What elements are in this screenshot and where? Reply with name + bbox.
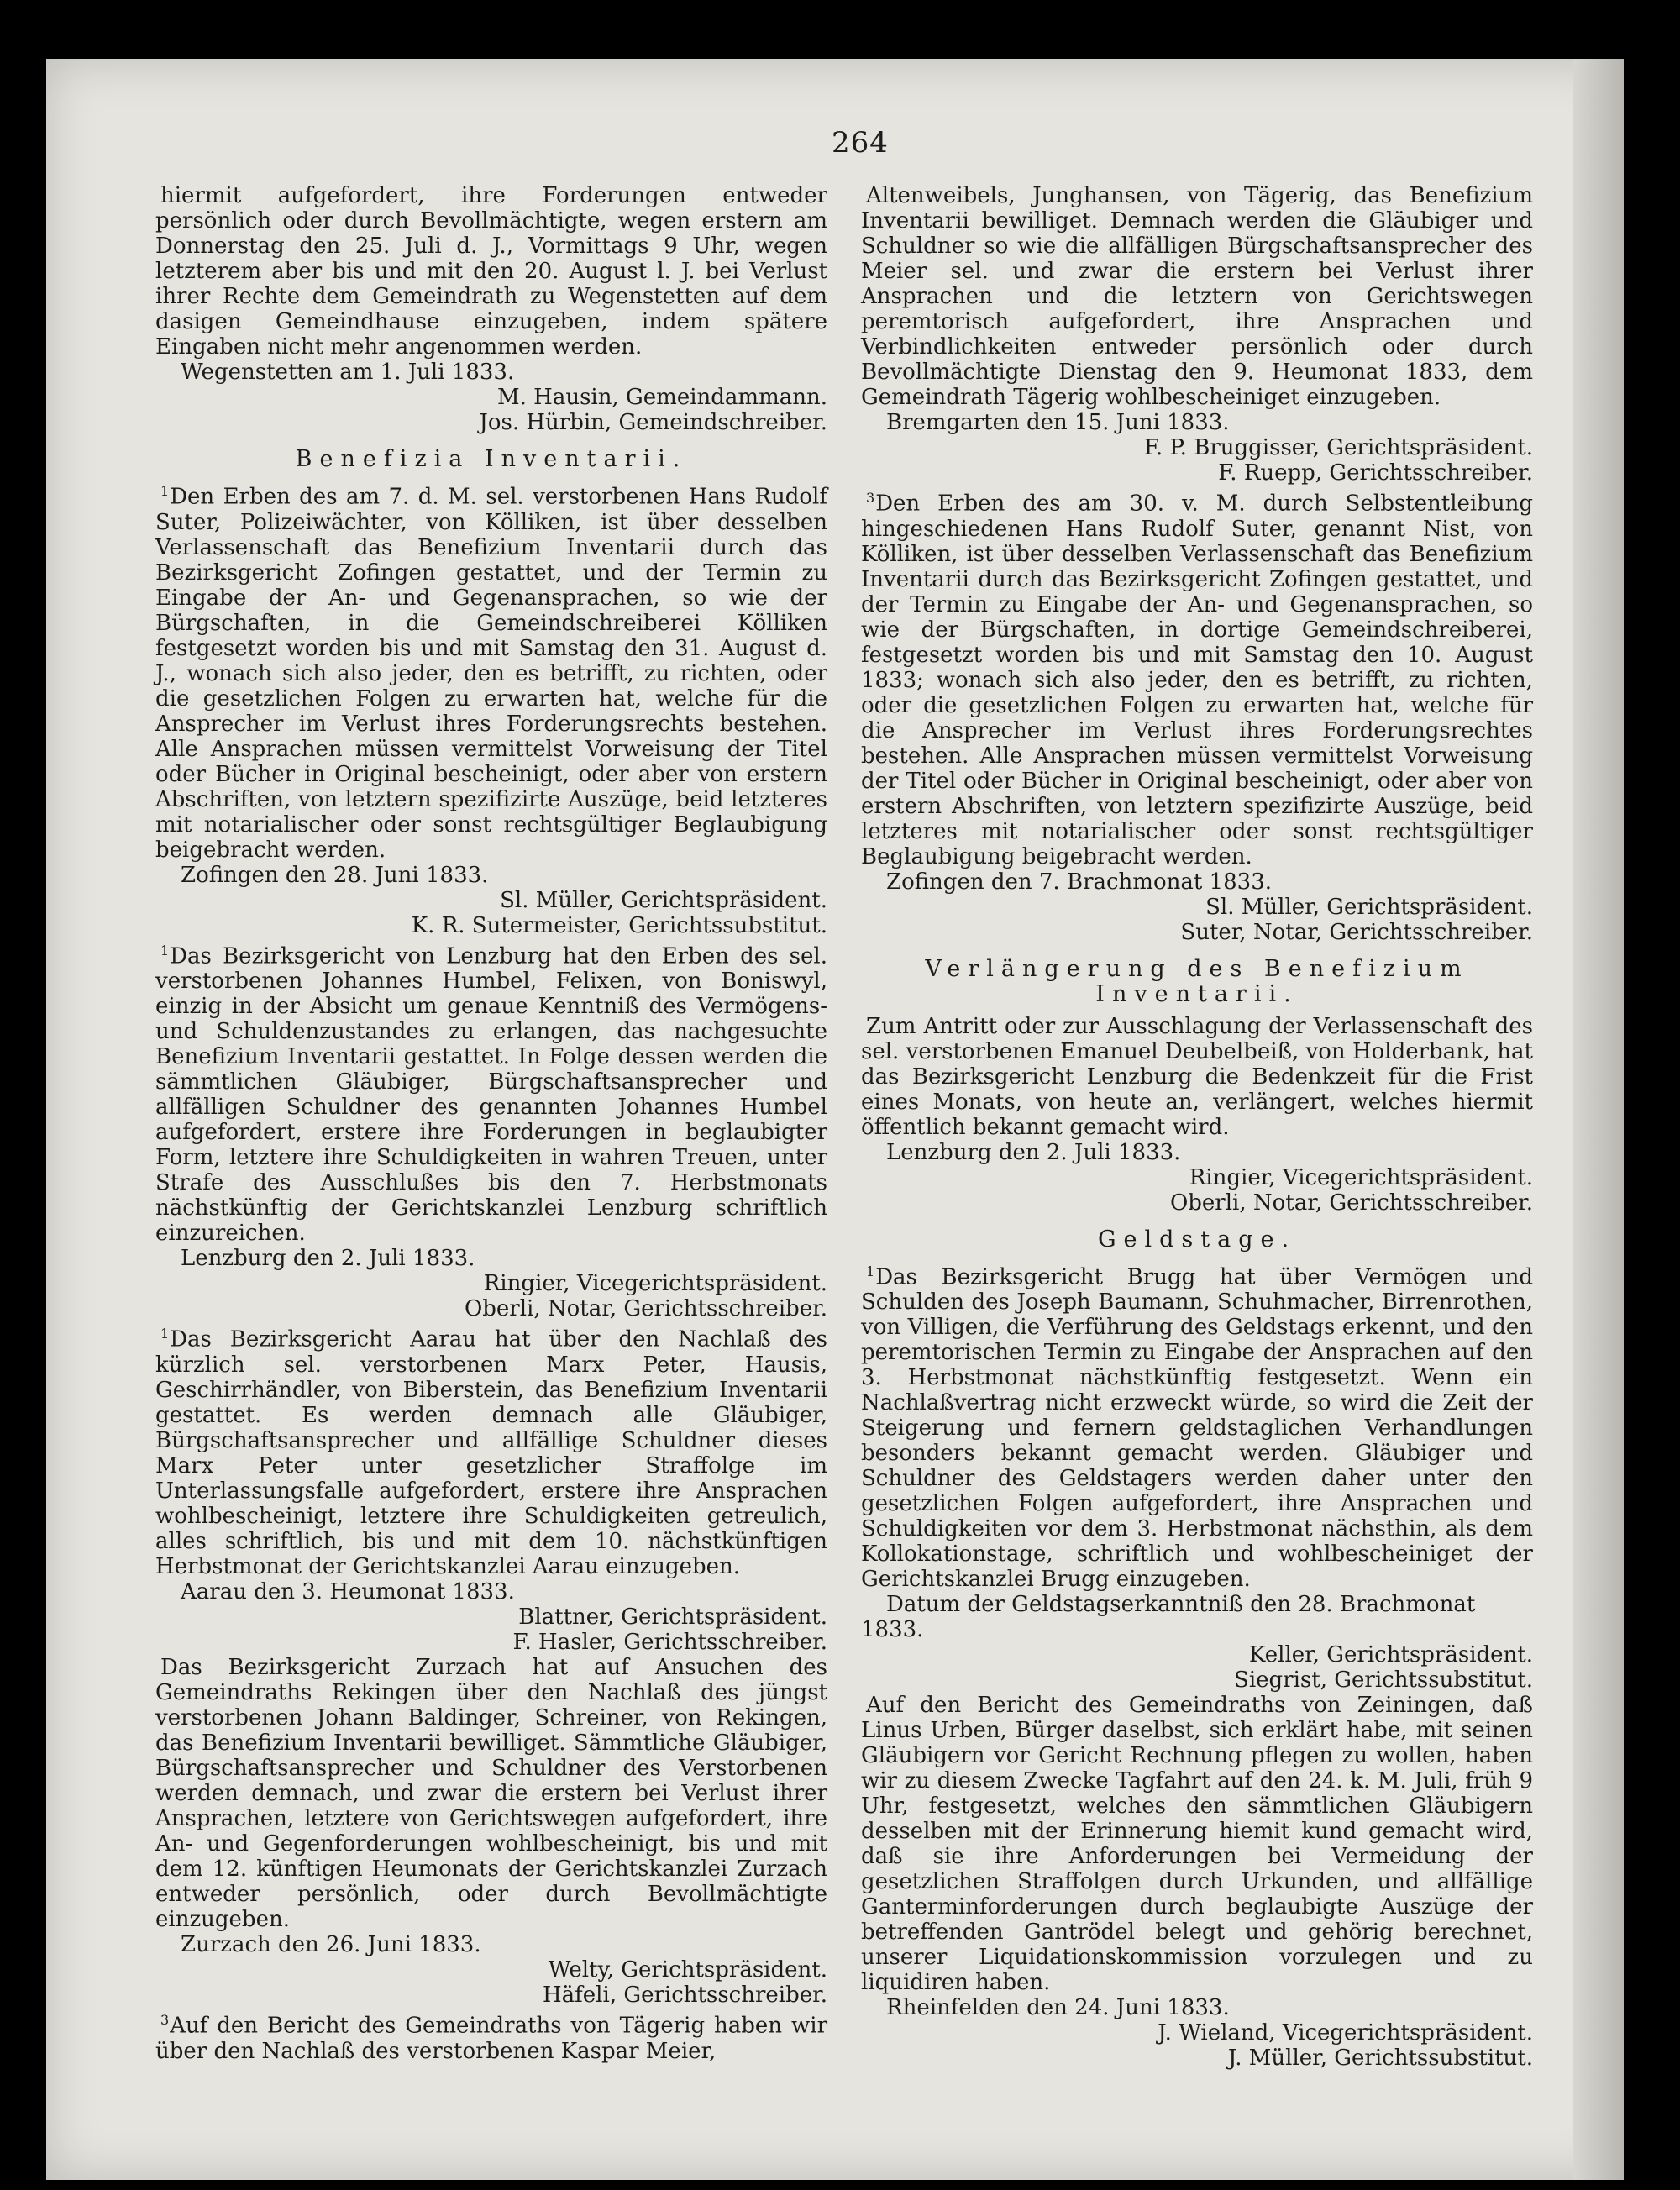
notice-paragraph — [155, 1655, 827, 1932]
date-line — [155, 360, 827, 385]
notice-paragraph — [861, 1014, 1533, 1140]
text: Blattner, Gerichtspräsident. — [518, 1604, 827, 1630]
text: Auf den Bericht des Gemeindraths von Zeiningen, daß Linus Urben, Bürger daselbst, sich erklärt habe, mit seinen Gläubigern vor Gericht Rechnung pflegen zu wollen, haben wir zu diesem Zwecke Tagfahrt auf den 24. k. M. Juli, früh 9 Uhr, festgesetzt, welches den sämmtlichen Gläubigern desselben mit der Erinnerung hiemit kund gemacht wird, daß sie ihre Anforderungen bei Vermeidung der gesetzlichen Straffolgen durch Urkunden, und allfällige Ganterminforderungen durch beglaubigte Auszüge der betreffenden Gantrödel belegt und gehörig berechnet, unserer Liquidationskommission vorzulegen und zu liquidiren haben. — [861, 1693, 1533, 1996]
section-heading — [861, 1227, 1533, 1253]
text: Das Bezirksgericht von Lenzburg hat den Erben des sel. verstorbenen Johannes Humbel, Felixen, von Boniswyl, einzig in der Absicht um genaue Kenntniß des Vermögens- und Schuldenzustandes zu erlangen, das nachgesuchte Benefizium Inventarii gestattet. In Folge dessen werden die sämmtlichen Gläubiger, Bürgschaftsansprecher und allfälligen Schuldner des genannten Johannes Humbel aufgefordert, erstere ihre Forderungen in beglaubigter Form, letztere ihre Schuldigkeiten in wahren Treuen, unter Strafe des Ausschlußes bis den 7. Herbstmonats nächstkünftig der Gerichtskanzlei Lenzburg schriftlich einzureichen. — [155, 943, 827, 1247]
signature-line — [155, 1630, 827, 1655]
notice-paragraph — [861, 183, 1533, 410]
notice-marker: 1 — [160, 1326, 170, 1342]
date-line — [861, 1592, 1533, 1642]
notice-paragraph — [155, 183, 827, 360]
text: hiermit aufgefordert, ihre Forderungen entweder persönlich oder durch Bevollmächtigte, wegen erstern am Donnerstag den 25. Juli d. J., Vormittags 9 Uhr, wegen letzterem aber bis und mit den 20. August l. J. bei Verlust ihrer Rechte dem Gemeindrath zu Wegenstetten auf dem dasigen Gemeindhause einzugeben, indem spätere Eingaben nicht mehr angenommen werden. — [155, 183, 827, 360]
notice-marker: 1 — [160, 483, 170, 499]
signature-line — [155, 410, 827, 435]
notice-paragraph — [155, 479, 827, 863]
text: K. R. Sutermeister, Gerichtssubstitut. — [411, 912, 827, 938]
notice-marker: 3 — [866, 490, 875, 506]
text: Keller, Gerichtspräsident. — [1249, 1642, 1533, 1668]
signature-line — [155, 1271, 827, 1296]
text: Lenzburg den 2. Juli 1833. — [181, 1246, 475, 1272]
left-column — [155, 183, 827, 2064]
text: Oberli, Notar, Gerichtsschreiber. — [464, 1296, 827, 1322]
text: Rheinfelden den 24. Juni 1833. — [886, 1995, 1230, 2021]
notice-paragraph — [155, 1321, 827, 1579]
text: Ringier, Vicegerichtspräsident. — [1189, 1164, 1533, 1190]
date-line — [155, 1579, 827, 1604]
text: Wegenstetten am 1. Juli 1833. — [181, 360, 515, 385]
signature-line — [155, 385, 827, 410]
notice-marker: 1 — [160, 942, 170, 958]
signature-line — [861, 895, 1533, 920]
page-number: 264 — [832, 126, 889, 160]
text: Geldstage. — [1097, 1226, 1297, 1253]
text: J. Wieland, Vicegerichtspräsident. — [1158, 2020, 1533, 2046]
text: Häfeli, Gerichtsschreiber. — [543, 1982, 827, 2008]
text: Welty, Gerichtspräsident. — [548, 1956, 827, 1983]
text: Suter, Notar, Gerichtsschreiber. — [1180, 919, 1533, 945]
signature-line — [861, 2046, 1533, 2071]
signature-line — [155, 1983, 827, 2008]
text: Zurzach den 26. Juni 1833. — [181, 1931, 481, 1957]
date-line — [861, 1140, 1533, 1165]
notice-marker: 3 — [160, 2011, 170, 2028]
text: Jos. Hürbin, Gemeindschreiber. — [479, 410, 827, 435]
text: Sl. Müller, Gerichtspräsident. — [500, 887, 827, 913]
text: Das Bezirksgericht Zurzach hat auf Ansuchen des Gemeindraths Rekingen über den Nachlaß des jüngst verstorbenen Johann Baldinger, Schreiner, von Rekingen, das Benefizium Inventarii bewilliget. Sämmtliche Gläubiger, Bürgschaftsansprecher und Schuldner des Verstorbenen werden demnach, und zwar die erstern bei Verlust ihrer Ansprachen, letztere von Gerichtswegen aufgefordert, ihre An- und Gegenforderungen wohlbescheinigt, bis und mit dem 12. künftigen Heumonats der Gerichtskanzlei Zurzach entweder persönlich, oder durch Bevollmächtigte einzugeben. — [155, 1654, 827, 1932]
text: Auf den Bericht des Gemeindraths von Tägerig haben wir über den Nachlaß des verstorbenen Kaspar Meier, — [155, 2013, 827, 2064]
signature-line — [861, 2020, 1533, 2046]
text: Altenweibels, Junghansen, von Tägerig, das Benefizium Inventarii bewilliget. Demnach werden die Gläubiger und Schuldner so wie die allfälligen Bürgschaftsansprecher des Meier sel. und zwar die erstern bei Verlust ihrer Ansprachen und die letztern von Gerichtswegen peremtorisch aufgefordert, ihre Ansprachen und Verbindlichkeiten entweder persönlich oder durch Bevollmächtigte Dienstag den 9. Heumonat 1833, dem Gemeindrath Tägerig wohlbescheiniget einzugeben. — [861, 183, 1533, 410]
text: Datum der Geldstagserkanntniß den 28. Brachmonat 1833. — [861, 1592, 1476, 1643]
text: Verlängerung des Benefizium Inventarii. — [925, 955, 1469, 1007]
text: F. P. Bruggisser, Gerichtspräsident. — [1143, 435, 1533, 460]
signature-line — [861, 1165, 1533, 1190]
text: Zofingen den 7. Brachmonat 1833. — [886, 869, 1272, 895]
signature-line — [155, 1296, 827, 1321]
text: Das Bezirksgericht Brugg hat über Vermögen und Schulden des Joseph Baumann, Schuhmacher, Birrenrothen, von Villigen, die Verführung des Geldstags erkennt, und den peremtorischen Termin zu Eingabe der Ansprachen auf den 3. Herbstmonat nächstkünftig festgesetzt. Wenn ein Nachlaßvertrag nicht erzweckt würde, so wird die Zeit der Steigerung und fernern geldstaglichen Verhandlungen besonders bekannt gemacht werden. Gläubiger und Schuldner des Geldstagers werden daher unter den gesetzlichen Folgen aufgefordert, ihre Ansprachen und Schuldigkeiten vor dem 3. Herbstmonat nächsthin, als dem Kollokationstage, schriftlich und wohlbescheiniget der Gerichtskanzlei Brugg einzugeben. — [861, 1264, 1533, 1593]
text: Oberli, Notar, Gerichtsschreiber. — [1169, 1190, 1533, 1216]
text: Zofingen den 28. Juni 1833. — [181, 862, 489, 888]
notice-marker: 1 — [866, 1263, 875, 1279]
signature-line — [861, 1667, 1533, 1693]
date-line — [155, 1246, 827, 1271]
text: Den Erben des am 7. d. M. sel. verstorbenen Hans Rudolf Suter, Polizeiwächter, von Kölliken, ist über desselben Verlassenschaft das Benefizium Inventarii durch das Bezirksgericht Zofingen gestattet, und der Termin zu Eingabe der An- und Gegenansprachen, so wie der Bürgschaften, in die Gemeindschreiberei Kölliken festgesetzt worden bis und mit Samstag den 31. August d. J., wonach sich also jeder, den es betrifft, zu richten, oder die gesetzlichen Folgen zu erwarten hat, welche für die Ansprecher im Verlust ihres Forderungsrechts bestehen. Alle Ansprachen müssen vermittelst Vorweisung der Titel oder Bücher in Original bescheinigt, oder aber von erstern Abschriften, von letztern spezifizirte Auszüge, beid letzteres mit notarialischer oder sonst rechtsgültiger Beglaubigung beigebracht werden. — [155, 484, 827, 863]
signature-line — [861, 435, 1533, 460]
text: F. Ruepp, Gerichtsschreiber. — [1218, 460, 1533, 486]
signature-line — [155, 1604, 827, 1630]
text: Siegrist, Gerichtssubstitut. — [1234, 1667, 1533, 1694]
signature-line — [155, 913, 827, 938]
text: Sl. Müller, Gerichtspräsident. — [1205, 894, 1533, 920]
text: Aarau den 3. Heumonat 1833. — [181, 1578, 515, 1604]
signature-line — [861, 920, 1533, 945]
signature-line — [155, 888, 827, 913]
signature-line — [861, 1642, 1533, 1667]
notice-paragraph — [861, 1259, 1533, 1593]
text: F. Hasler, Gerichtsschreiber. — [512, 1629, 827, 1655]
notice-paragraph — [155, 938, 827, 1247]
right-column — [861, 183, 1533, 2071]
text: Zum Antritt oder zur Ausschlagung der Verlassenschaft des sel. verstorbenen Emanuel Deubelbeiß, von Holderbank, hat das Bezirksgericht Lenzburg die Bedenkzeit für die Frist eines Monats, von heute an, verlängert, welches hiermit öffentlich bekannt gemacht wird. — [861, 1013, 1533, 1140]
section-heading — [155, 447, 827, 472]
text: Das Bezirksgericht Aarau hat über den Nachlaß des kürzlich sel. verstorbenen Marx Peter, Hausis, Geschirrhändler, von Biberstein, das Benefizium Inventarii gestattet. Es werden demnach alle Gläubiger, Bürgschaftsansprecher und allfällige Schuldner dieses Marx Peter unter gesetzlicher Straffolge im Unterlassungsfalle aufgefordert, erstere ihre Ansprachen wohlbescheinigt, letztere ihre Schuldigkeiten getreulich, alles schriftlich, bis und mit dem 10. nächstkünftigen Herbstmonat der Gerichtskanzlei Aarau einzugeben. — [155, 1326, 827, 1579]
date-line — [155, 863, 827, 888]
date-line — [861, 410, 1533, 435]
notice-paragraph — [155, 2008, 827, 2064]
notice-paragraph — [861, 486, 1533, 869]
text: Ringier, Vicegerichtspräsident. — [483, 1271, 827, 1297]
text: M. Hausin, Gemeindammann. — [497, 385, 827, 410]
date-line — [861, 869, 1533, 895]
signature-line — [155, 1957, 827, 1983]
date-line — [861, 1995, 1533, 2020]
text: Lenzburg den 2. Juli 1833. — [886, 1139, 1181, 1165]
text: Bremgarten den 15. Juni 1833. — [886, 410, 1230, 435]
signature-line — [861, 460, 1533, 486]
signature-line — [861, 1190, 1533, 1216]
newspaper-page — [46, 59, 1624, 2180]
text: Benefizia Inventarii. — [295, 446, 688, 472]
notice-paragraph — [861, 1693, 1533, 1995]
page-edge — [1573, 59, 1624, 2180]
text: Den Erben des am 30. v. M. durch Selbstentleibung hingeschiedenen Hans Rudolf Suter, genannt Nist, von Kölliken, ist über desselben Verlassenschaft das Benefizium Inventarii durch das Bezirksgericht Zofingen gestattet, und der Termin zu Eingabe der An- und Gegenansprachen, so wie der Bürgschaften, in dortige Gemeindschreiberei, festgesetzt worden bis und mit Samstag den 10. August 1833; wonach sich also jeder, den es betrifft, zu richten, oder die gesetzlichen Folgen zu erwarten hat, welche für die Ansprecher im Verlust ihres Forderungsrechtes bestehen. Alle Ansprachen müssen vermittelst Vorweisung der Titel oder Bücher in Original bescheinigt, oder aber von erstern Abschriften, von letztern spezifizirte Auszüge, beid letzteres mit notarialischer oder sonst rechtsgültiger Beglaubigung beigebracht werden. — [861, 491, 1533, 869]
section-heading — [861, 957, 1533, 1007]
text: J. Müller, Gerichtssubstitut. — [1227, 2046, 1533, 2072]
date-line — [155, 1932, 827, 1957]
